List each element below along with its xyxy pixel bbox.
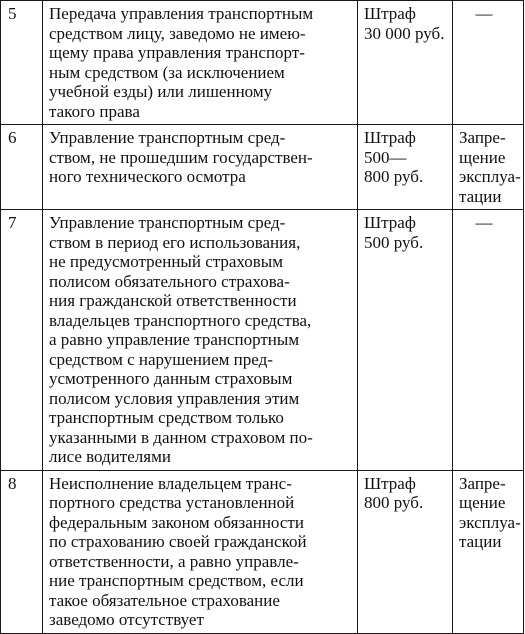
- text-line: ством, не прошедшим государствен-: [49, 147, 313, 167]
- penalty-line: 800 руб.: [364, 493, 424, 512]
- row-number: 6: [1, 125, 43, 210]
- dash-placeholder: —: [475, 4, 493, 23]
- text-line: портного средства установленной: [49, 493, 295, 512]
- text-line: Управление транспортным сред-: [49, 213, 286, 232]
- text-line: такое обязательное страхование: [49, 590, 280, 610]
- penalty-line: 500—: [364, 147, 407, 167]
- row-number: 7: [1, 210, 43, 471]
- text-line: усмотренного данным страховым: [49, 369, 293, 388]
- row-number: 8: [1, 470, 43, 633]
- text-line: щему права управления транспорт-: [49, 43, 305, 62]
- additional-measure-cell: [453, 1, 524, 125]
- penalty-cell: [358, 210, 453, 471]
- measure-line: Запре-: [459, 128, 506, 147]
- text-line: ответственности, а равно управле-: [49, 551, 299, 571]
- text-line: Управление транспортным сред-: [49, 128, 286, 147]
- text-line: заведомо отсутствует: [49, 610, 204, 629]
- text-line: полисом условия управления этим: [49, 388, 300, 408]
- text-line: ния гражданской ответственности: [49, 291, 297, 310]
- text-line: полисом обязательного страхова-: [49, 271, 290, 291]
- penalty-cell: [358, 1, 453, 125]
- table-row: [1, 470, 524, 633]
- additional-measure-cell: [453, 210, 524, 471]
- measure-line: эксплуа-: [459, 512, 521, 532]
- text-line: учебной езды) или лишенному: [49, 82, 273, 101]
- penalty-cell: [358, 125, 453, 210]
- measure-line: щение: [459, 147, 506, 167]
- text-line: владельцев транспортного средства,: [49, 310, 312, 330]
- penalty-line: 800 руб.: [364, 167, 424, 186]
- measure-line: тации: [459, 186, 502, 206]
- penalty-line: 30 000 руб.: [364, 23, 445, 43]
- additional-measure-cell: [453, 125, 524, 210]
- penalty-line: Штраф: [364, 473, 416, 493]
- penalty-line: Штраф: [364, 128, 416, 147]
- penalty-line: Штраф: [364, 213, 416, 232]
- row-number: 5: [1, 1, 43, 125]
- violation-text: [43, 125, 358, 210]
- text-line: ным средством (за исключением: [49, 62, 285, 82]
- penalty-line: Штраф: [364, 4, 416, 23]
- text-line: такого права: [49, 101, 140, 121]
- additional-measure-cell: [453, 470, 524, 633]
- text-line: транспортным средством только: [49, 408, 284, 427]
- table-row: [1, 1, 524, 125]
- violation-text: [43, 470, 358, 633]
- text-line: средством лицу, заведомо не имею-: [49, 23, 306, 43]
- text-line: Передача управления транспортным: [49, 4, 314, 23]
- text-line: ного технического осмотра: [49, 167, 246, 186]
- text-line: ние транспортным средством, если: [49, 571, 304, 590]
- dash-placeholder: —: [475, 213, 493, 232]
- text-line: по страхованию своей гражданской: [49, 532, 307, 551]
- text-line: федеральным законом обязанности: [49, 512, 304, 532]
- text-line: лисе водителями: [49, 447, 171, 466]
- text-line: а равно управление транспортным: [49, 330, 300, 349]
- penalty-cell: [358, 470, 453, 633]
- table-row: [1, 210, 524, 471]
- text-line: средством с нарушением пред-: [49, 349, 273, 369]
- text-line: указанными в данном страховом по-: [49, 427, 313, 447]
- measure-line: эксплуа-: [459, 167, 521, 186]
- measure-line: Запре-: [459, 473, 506, 493]
- text-line: не предусмотренный страховым: [49, 252, 283, 271]
- measure-line: тации: [459, 532, 502, 551]
- violation-text: [43, 210, 358, 471]
- violation-text: [43, 1, 358, 125]
- penalty-line: 500 руб.: [364, 232, 424, 252]
- text-line: Неисполнение владельцем транс-: [49, 473, 292, 493]
- measure-line: щение: [459, 493, 506, 512]
- text-line: ством в период его использования,: [49, 232, 301, 252]
- table-row: [1, 125, 524, 210]
